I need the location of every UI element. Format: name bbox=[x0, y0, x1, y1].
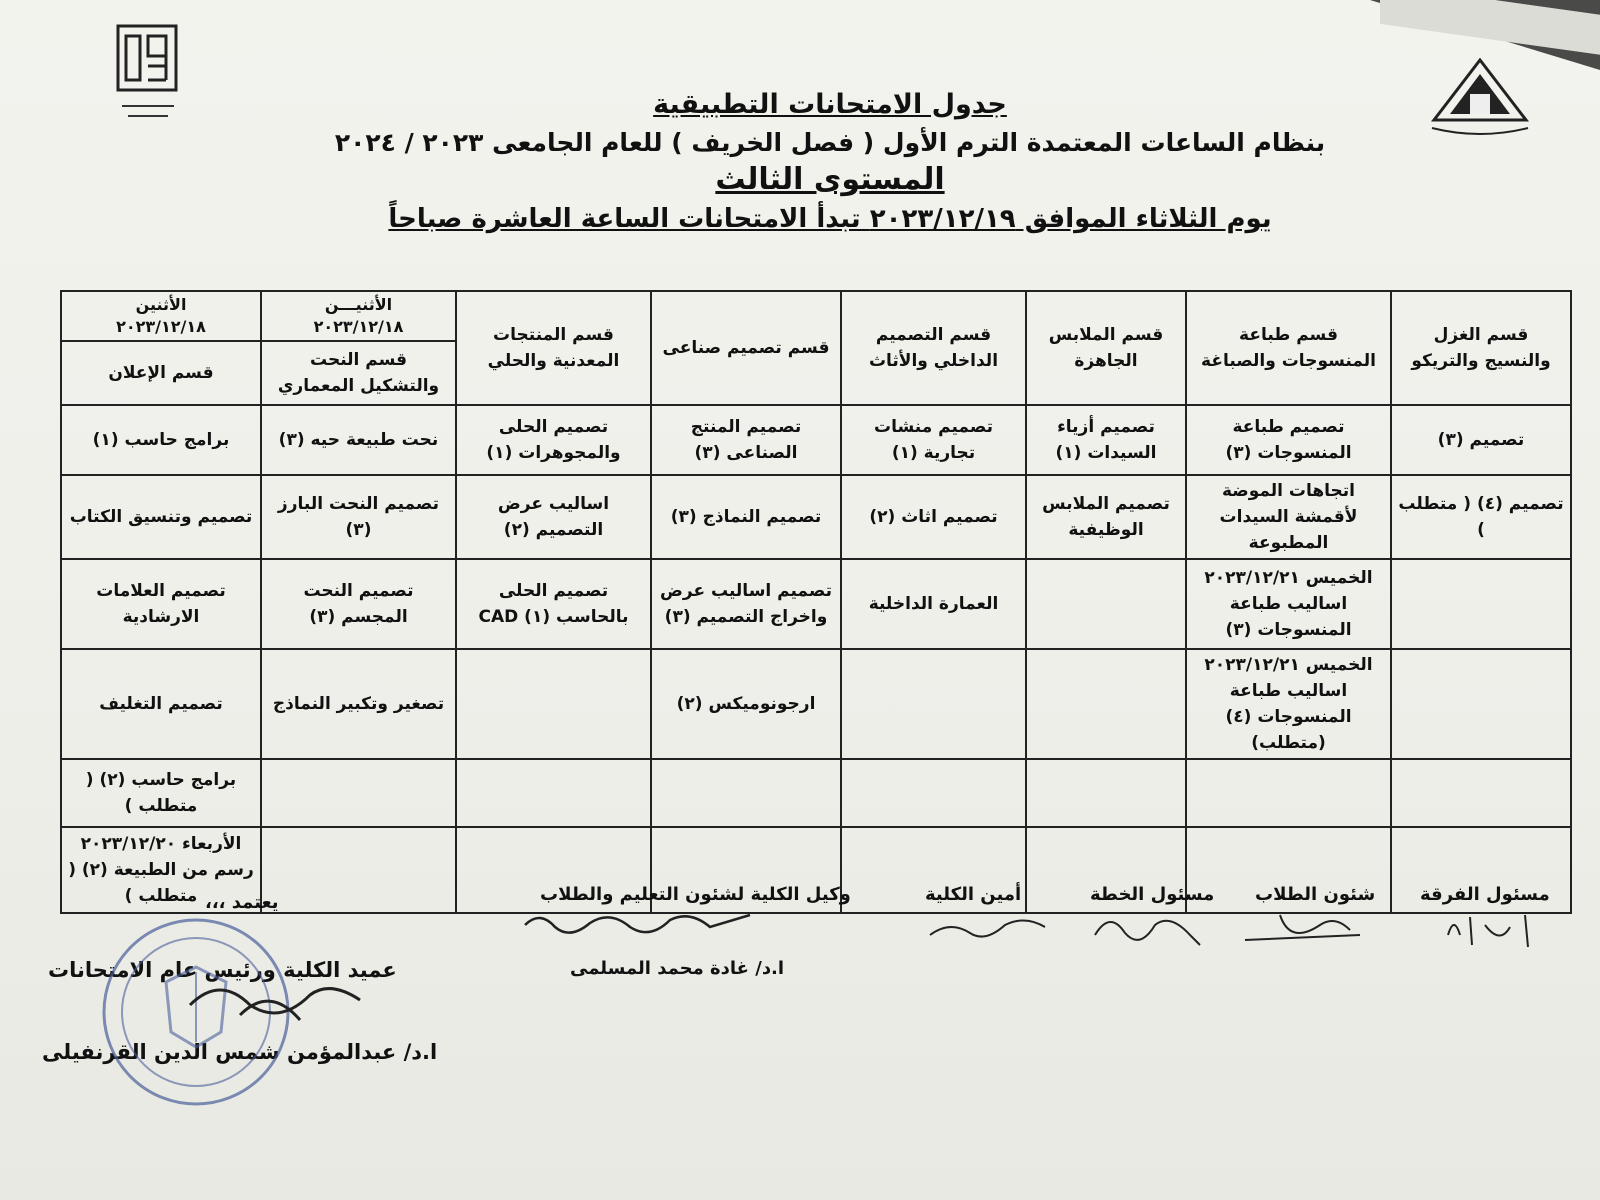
dept-date-cell bbox=[61, 291, 261, 341]
university-logo bbox=[1430, 58, 1530, 138]
table-cell bbox=[456, 759, 651, 827]
table-cell bbox=[1391, 759, 1571, 827]
table-cell bbox=[261, 759, 456, 827]
student-affairs-signature bbox=[1240, 905, 1370, 955]
table-cell: تصميم الحلى والمجوهرات (١) bbox=[456, 405, 651, 475]
date-label: ٢٠٢٣/١٢/١٨ bbox=[313, 317, 404, 336]
table-cell: برامج حاسب (٢) ( متطلب ) bbox=[61, 759, 261, 827]
table-cell: تصميم منشات تجارية (١) bbox=[841, 405, 1026, 475]
vice-dean-label: وكيل الكلية لشئون التعليم والطلاب bbox=[540, 884, 851, 905]
table-cell: تصميم (٣) bbox=[1391, 405, 1571, 475]
dept-header: قسم تصميم صناعى bbox=[651, 291, 841, 405]
dean-name: ا.د/ عبدالمؤمن شمس الدين القرنفيلى bbox=[42, 1040, 438, 1064]
dean-signature bbox=[180, 965, 380, 1035]
dept-header: قسم المنتجات المعدنية والحلي bbox=[456, 291, 651, 405]
class-officer-signature bbox=[1440, 905, 1550, 955]
table-cell: تصغير وتكبير النماذج bbox=[261, 649, 456, 759]
day-label: الأثنين bbox=[135, 295, 187, 314]
table-cell: الخميس ٢٠٢٣/١٢/٢١ اساليب طباعة المنسوجات (٣) bbox=[1186, 559, 1391, 649]
table-cell: تصميم اثاث (٢) bbox=[841, 475, 1026, 559]
subtitle: بنظام الساعات المعتمدة الترم الأول ( فصل الخريف ) للعام الجامعى ٢٠٢٣ / ٢٠٢٤ bbox=[334, 128, 1326, 157]
table-cell: اتجاهات الموضة لأقمشة السيدات المطبوعة bbox=[1186, 475, 1391, 559]
table-cell bbox=[841, 649, 1026, 759]
page-title: جدول الامتحانات التطبيقية bbox=[653, 89, 1007, 120]
plan-officer-label: مسئول الخطة bbox=[1090, 884, 1215, 905]
table-cell: ارجونوميكس (٢) bbox=[651, 649, 841, 759]
table-cell: تصميم اساليب عرض واخراج التصميم (٣) bbox=[651, 559, 841, 649]
dept-header: قسم التصميم الداخلي والأثاث bbox=[841, 291, 1026, 405]
dept-header: قسم الإعلان bbox=[61, 341, 261, 405]
table-cell: تصميم الحلى بالحاسب (١) CAD bbox=[456, 559, 651, 649]
table-cell bbox=[651, 759, 841, 827]
table-cell: تصميم النماذج (٣) bbox=[651, 475, 841, 559]
table-cell bbox=[1026, 649, 1186, 759]
dept-header: قسم النحت والتشكيل المعماري bbox=[261, 341, 456, 405]
date-label: ٢٠٢٣/١٢/١٨ bbox=[116, 317, 206, 336]
table-cell: نحت طبيعة حيه (٣) bbox=[261, 405, 456, 475]
table-cell: تصميم أزياء السيدات (١) bbox=[1026, 405, 1186, 475]
table-cell bbox=[1186, 759, 1391, 827]
table-cell bbox=[261, 827, 456, 913]
table-cell bbox=[841, 759, 1026, 827]
dept-header: قسم طباعة المنسوجات والصباغة bbox=[1186, 291, 1391, 405]
table-row bbox=[61, 405, 1571, 475]
class-officer-label: مسئول الفرقة bbox=[1420, 884, 1550, 905]
table-cell: تصميم (٤) ( متطلب ) bbox=[1391, 475, 1571, 559]
table-cell bbox=[1026, 559, 1186, 649]
header-titles bbox=[300, 88, 1360, 236]
table-cell bbox=[456, 649, 651, 759]
table-cell: برامج حاسب (١) bbox=[61, 405, 261, 475]
table-cell: تصميم الملابس الوظيفية bbox=[1026, 475, 1186, 559]
table-row bbox=[61, 759, 1571, 827]
table-cell: تصميم التغليف bbox=[61, 649, 261, 759]
table-row bbox=[61, 559, 1571, 649]
faculty-secretary-label: أمين الكلية bbox=[925, 884, 1022, 905]
dept-header: قسم الغزل والنسيج والتريكو bbox=[1391, 291, 1571, 405]
faculty-secretary-signature bbox=[925, 905, 1055, 955]
day-label: الأثنيـــن bbox=[324, 295, 393, 314]
level-title: المستوى الثالث bbox=[715, 162, 945, 197]
student-affairs-label: شئون الطلاب bbox=[1255, 884, 1376, 905]
table-cell: تصميم المنتج الصناعى (٣) bbox=[651, 405, 841, 475]
table-cell: الأربعاء ٢٠٢٣/١٢/٢٠ رسم من الطبيعة (٢) ( متطلب ) bbox=[61, 827, 261, 913]
table-cell bbox=[1026, 759, 1186, 827]
exam-schedule-table bbox=[60, 290, 1572, 914]
table-cell: تصميم النحت المجسم (٣) bbox=[261, 559, 456, 649]
table-cell bbox=[1391, 649, 1571, 759]
approval-label: يعتمد ،،، bbox=[205, 892, 279, 913]
table-row bbox=[61, 475, 1571, 559]
dean-title: عميد الكلية ورئيس عام الامتحانات bbox=[48, 958, 397, 982]
table-cell: العمارة الداخلية bbox=[841, 559, 1026, 649]
plan-officer-signature bbox=[1090, 905, 1210, 955]
table-cell: تصميم العلامات الارشادية bbox=[61, 559, 261, 649]
header-row-dates bbox=[61, 291, 1571, 341]
table-cell bbox=[1391, 559, 1571, 649]
vice-dean-name: ا.د/ غادة محمد المسلمى bbox=[570, 958, 785, 979]
dept-header: قسم الملابس الجاهزة bbox=[1026, 291, 1186, 405]
vice-dean-signature bbox=[520, 905, 760, 945]
table-cell: تصميم النحت البارز (٣) bbox=[261, 475, 456, 559]
exam-info: يوم الثلاثاء الموافق ٢٠٢٣/١٢/١٩ تبدأ الامتحانات الساعة العاشرة صباحاً bbox=[388, 204, 1272, 234]
table-cell: اساليب عرض التصميم (٢) bbox=[456, 475, 651, 559]
table-row bbox=[61, 649, 1571, 759]
table-cell: الخميس ٢٠٢٣/١٢/٢١ اساليب طباعة المنسوجات (٤)(متطلب) bbox=[1186, 649, 1391, 759]
table-cell: تصميم طباعة المنسوجات (٣) bbox=[1186, 405, 1391, 475]
faculty-logo bbox=[112, 22, 184, 132]
table-cell: تصميم وتنسيق الكتاب bbox=[61, 475, 261, 559]
dept-date-cell bbox=[261, 291, 456, 341]
